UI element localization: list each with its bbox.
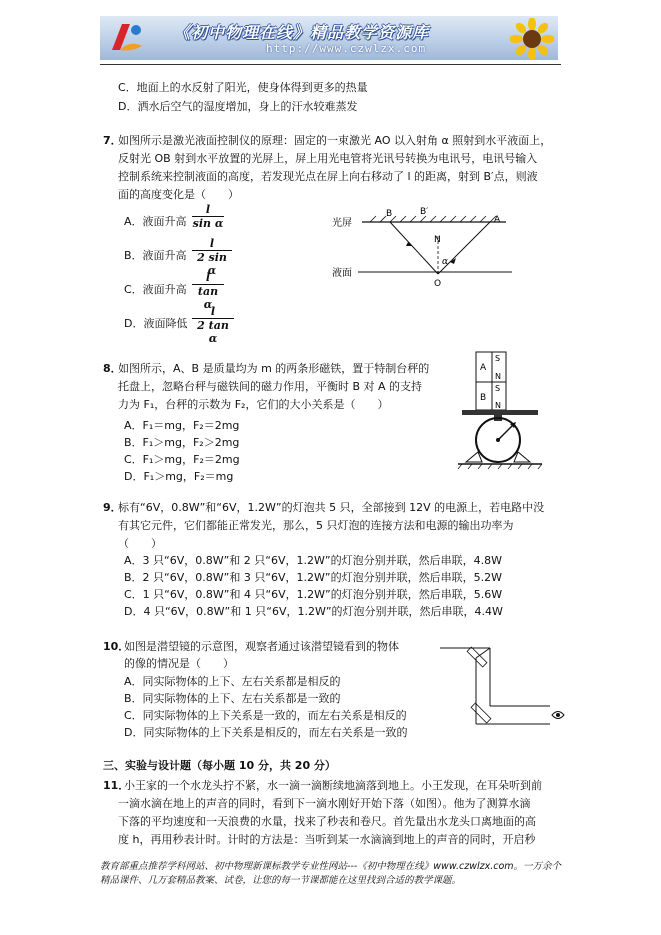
q7-option-b: B．液面升高 <box>124 249 187 262</box>
fig-label-screen: 光屏 <box>332 218 352 229</box>
q7-fraction-b: l 2 sin α <box>192 237 232 277</box>
q7-fraction-d: l 2 tan α <box>192 305 234 345</box>
section3-title: 三、实验与设计题（每小题 10 分，共 20 分） <box>103 759 336 772</box>
q8-option-a: A．F₁＝mg，F₂＝2mg <box>124 419 240 432</box>
q8-stem-line1: 如图所示，A、B 是质量均为 m 的两条形磁铁，置于特制台秤的 <box>118 362 430 375</box>
page-footer: 教育部重点推荐学科网站、初中物理新课标教学专业性网站---《初中物理在线》www.czwlzx.com。一万余个精品课件、几万套精品教案、试卷，让您的每一节课都能在这里找到合适的教学课题。 <box>100 861 562 886</box>
fig-label-a: A <box>494 215 501 225</box>
fig-label-b: B <box>386 209 393 219</box>
q7-stem-line4: 面的高度变化是（ ） <box>118 188 239 201</box>
q10-number: 10． <box>103 640 130 653</box>
q7-stem-line2: 反射光 OB 射到水平放置的光屏上，屏上用光电管将光讯号转换为电讯号，电讯号输入 <box>118 152 538 165</box>
laser-level-diagram <box>330 202 520 294</box>
q11-stem-line1: 小王家的一个水龙头拧不紧，水一滴一滴断续地滴落到地上。小王发现，在耳朵听到前 <box>124 779 542 792</box>
fig-label-b-prime: B′ <box>420 207 429 217</box>
q8-stem-line2: 托盘上，忽略台秤与磁铁间的磁力作用，平衡时 B 对 A 的支持 <box>118 380 423 393</box>
q10-option-a: A．同实际物体的上下、左右关系都是相反的 <box>124 675 341 688</box>
q7-stem-line1: 如图所示是激光液面控制仪的原理：固定的一束激光 AO 以入射角 α 照射到水平液面上， <box>118 134 552 147</box>
q7-stem-line3: 控制系统来控制液面的高度，若发现光点在屏上向右移动了 l 的距离，射到 B′点，则液 <box>118 170 538 183</box>
q10-stem-line2: 的像的情况是（ ） <box>124 657 234 670</box>
q9-option-c: C．1 只“6V，0.8W”和 4 只“6V，1.2W”的灯泡分别并联，然后串联，5.6W <box>124 588 503 601</box>
header-banner <box>100 16 558 60</box>
q10-option-c: C．同实际物体的上下关系是一致的，而左右关系是相反的 <box>124 709 407 722</box>
magnet-scale-diagram <box>452 348 548 470</box>
fig-pole-s2: S <box>495 384 501 393</box>
fig-label-n: N <box>434 235 441 245</box>
q8-option-b: B．F₁＞mg，F₂＞2mg <box>124 436 240 449</box>
q9-option-b: B．2 只“6V，0.8W”和 3 只“6V，1.2W”的灯泡分别并联，然后串联，5.2W <box>124 571 502 584</box>
q9-stem-line1: 标有“6V，0.8W”和“6V，1.2W”的灯泡共 5 只，全部接到 12V 的电源上，若电路中没 <box>118 501 545 514</box>
site-logo-icon <box>106 20 146 56</box>
fig-pole-n2: N <box>495 401 501 410</box>
q9-option-a: A．3 只“6V，0.8W”和 2 只“6V，1.2W”的灯泡分别并联，然后串联，4.8W <box>124 554 502 567</box>
q10-stem-line1: 如图是潜望镜的示意图，观察者通过该潜望镜看到的物体 <box>124 640 399 653</box>
site-url[interactable]: http://www.czwlzx.com <box>266 42 427 55</box>
q9-option-d: D．4 只“6V，0.8W”和 1 只“6V，1.2W”的灯泡分别并联，然后串联，4.4W <box>124 605 503 618</box>
q11-stem-line2: 一滴水滴在地上的声音的同时，看到下一滴水刚好开始下落（如图）。他为了测算水滴 <box>118 797 531 810</box>
fig-pole-n1: N <box>495 372 501 381</box>
site-title: 《初中物理在线》精品教学资源库 <box>174 23 430 42</box>
q7-option-c: C．液面升高 <box>124 283 187 296</box>
q10-option-b: B．同实际物体的上下、左右关系都是一致的 <box>124 692 341 705</box>
q11-number: 11． <box>103 779 130 792</box>
q8-option-c: C．F₁＞mg，F₂＝2mg <box>124 453 240 466</box>
fig-pole-s1: S <box>495 354 501 363</box>
q7-number: 7． <box>103 134 122 147</box>
fig-label-liquid: 液面 <box>332 268 352 279</box>
q6-option-c: C．地面上的水反射了阳光，使身体得到更多的热量 <box>118 81 368 94</box>
fig-magnet-b: B <box>480 393 487 403</box>
q7-option-d: D．液面降低 <box>124 317 188 330</box>
q8-option-d: D．F₁＞mg，F₂＝mg <box>124 470 234 483</box>
q9-number: 9． <box>103 501 122 514</box>
q9-stem-line3: （ ） <box>118 537 162 550</box>
fig-magnet-a: A <box>480 363 487 373</box>
fig-label-alpha: α <box>442 257 449 267</box>
q8-number: 8． <box>103 362 122 375</box>
fig-label-o: O <box>434 279 442 289</box>
q11-stem-line4: 度 h，再用秒表计时。计时的方法是：当听到某一水滴滴到地上的声音的同时，开启秒 <box>118 833 536 846</box>
eye-icon <box>552 712 564 719</box>
q7-option-a: A．液面升高 <box>124 215 187 228</box>
periscope-diagram <box>440 640 570 730</box>
header-divider <box>100 64 561 65</box>
q7-fraction-c: l tan α <box>192 271 224 311</box>
q7-fraction-a: l sin α <box>192 203 224 230</box>
q8-stem-line3: 力为 F₁，台秤的示数为 F₂，它们的大小关系是（ ） <box>118 398 389 411</box>
sunflower-icon <box>510 18 554 60</box>
q9-stem-line2: 有其它元件，它们都能正常发光，那么，5 只灯泡的连接方法和电源的输出功率为 <box>118 519 514 532</box>
q11-stem-line3: 下落的平均速度和一天浪费的水量，找来了秒表和卷尺。首先量出水龙头口离地面的高 <box>118 815 536 828</box>
q6-option-d: D．洒水后空气的湿度增加，身上的汗水较难蒸发 <box>118 100 358 113</box>
q10-option-d: D．同实际物体的上下关系是相反的，而左右关系是一致的 <box>124 726 408 739</box>
